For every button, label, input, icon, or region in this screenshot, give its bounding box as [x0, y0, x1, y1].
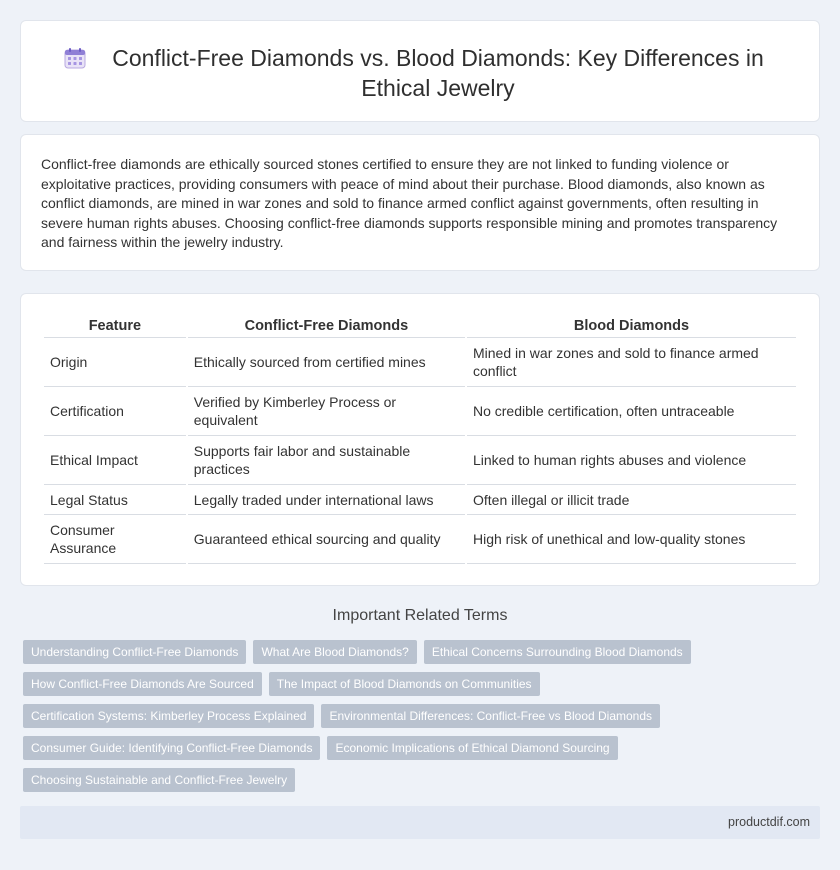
related-tag[interactable]: The Impact of Blood Diamonds on Communities	[269, 672, 540, 696]
title-card	[20, 20, 820, 122]
footer-bar	[20, 806, 820, 839]
related-tag[interactable]: What Are Blood Diamonds?	[253, 640, 416, 664]
row-conflict-free: Verified by Kimberley Process or equivalent	[188, 387, 465, 436]
table-row	[44, 485, 796, 515]
row-conflict-free: Guaranteed ethical sourcing and quality	[188, 515, 465, 564]
header-blood: Blood Diamonds	[467, 316, 796, 338]
intro-card	[20, 134, 820, 271]
row-conflict-free: Supports fair labor and sustainable practices	[188, 436, 465, 485]
related-tag[interactable]: Certification Systems: Kimberley Process Explained	[23, 704, 314, 728]
table-row	[44, 515, 796, 564]
row-feature: Legal Status	[44, 485, 186, 515]
related-tag[interactable]: How Conflict-Free Diamonds Are Sourced	[23, 672, 262, 696]
row-feature: Ethical Impact	[44, 436, 186, 485]
comparison-card	[20, 293, 820, 586]
table-row	[44, 338, 796, 387]
related-tags	[23, 640, 723, 800]
page-title: Conflict-Free Diamonds vs. Blood Diamonds: Key Differences in Ethical Jewelry	[112, 45, 764, 101]
related-tag[interactable]: Choosing Sustainable and Conflict-Free Jewelry	[23, 768, 295, 792]
row-blood: No credible certification, often untraceable	[467, 387, 796, 436]
row-feature: Certification	[44, 387, 186, 436]
row-conflict-free: Legally traded under international laws	[188, 485, 465, 515]
site-name[interactable]: productdif.com	[728, 815, 810, 829]
table-row	[44, 436, 796, 485]
row-conflict-free: Ethically sourced from certified mines	[188, 338, 465, 387]
row-blood: Linked to human rights abuses and violence	[467, 436, 796, 485]
related-tag[interactable]: Consumer Guide: Identifying Conflict-Free Diamonds	[23, 736, 320, 760]
row-feature: Consumer Assurance	[44, 515, 186, 564]
header-conflict-free: Conflict-Free Diamonds	[188, 316, 465, 338]
related-tag[interactable]: Economic Implications of Ethical Diamond Sourcing	[327, 736, 617, 760]
related-tag[interactable]: Environmental Differences: Conflict-Free vs Blood Diamonds	[321, 704, 660, 728]
related-terms-heading: Important Related Terms	[332, 607, 508, 624]
table-header-row	[44, 316, 796, 338]
table-row	[44, 387, 796, 436]
comparison-table	[42, 316, 798, 564]
intro-paragraph: Conflict-free diamonds are ethically sourced stones certified to ensure they are not linked to funding violence or exploitative practices, providing consumers with peace of mind about their purchase. Blood diamonds, also known as conflict diamonds, are mined in war zones and sold to finance armed conflict against governments, often resulting in severe human rights abuses. Choosing conflict-free diamonds supports responsible mining and promotes transparency and fairness within the jewelry industry.	[41, 156, 778, 251]
related-tag[interactable]: Understanding Conflict-Free Diamonds	[23, 640, 246, 664]
row-blood: High risk of unethical and low-quality stones	[467, 515, 796, 564]
row-blood: Mined in war zones and sold to finance armed conflict	[467, 338, 796, 387]
header-feature: Feature	[44, 316, 186, 338]
row-blood: Often illegal or illicit trade	[467, 485, 796, 515]
row-feature: Origin	[44, 338, 186, 387]
related-tag[interactable]: Ethical Concerns Surrounding Blood Diamonds	[424, 640, 691, 664]
